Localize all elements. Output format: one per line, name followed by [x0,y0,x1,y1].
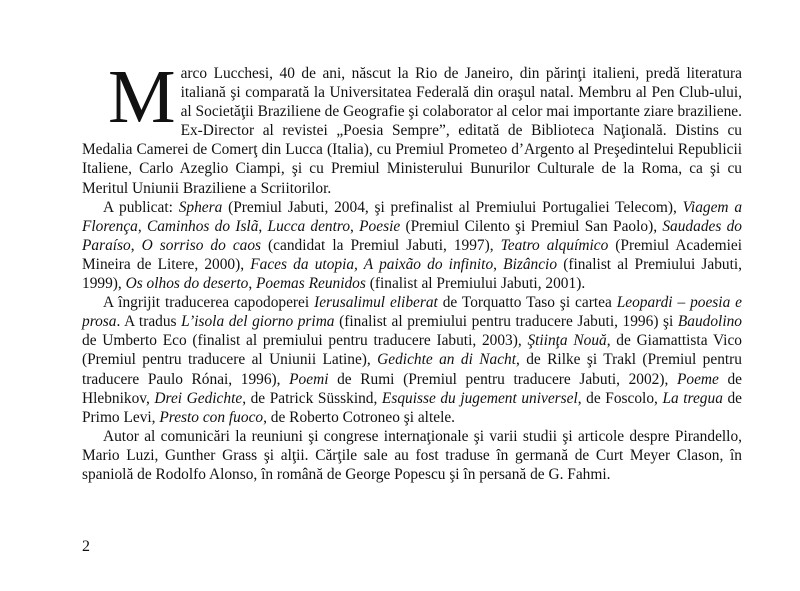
italic-title: La tregua [662,389,723,407]
italic-title: Saudades do Paraíso [82,217,742,254]
drop-cap-letter: M [108,55,176,139]
text-run: , de Roberto Cotroneo şi altele. [263,408,456,426]
text-run: , [350,217,360,235]
text-run: . A tradus [116,313,182,331]
italic-title: Sphera [178,198,223,216]
italic-title: Gedichte an di Nacht [377,351,516,369]
italic-title: Os olhos do deserto [125,275,249,293]
italic-title: Ştiinţa Nouă [527,332,607,350]
paragraph [82,427,742,484]
text-run: , [258,217,268,235]
page-number: 2 [82,538,90,555]
text-run: (candidat la Premiul Jabuti, 1997), [261,236,501,254]
text-run: , [130,236,142,254]
text-run: , [137,217,147,235]
italic-title: O sorriso do caos [141,236,262,254]
text-run: de Primo Levi, [82,389,743,426]
text-run: (finalist al Premiului Jabuti, 1999), [82,255,742,293]
paragraph [82,198,742,293]
italic-title: L’isola del giorno prima [181,313,335,331]
italic-title: Presto con fuoco [159,408,264,426]
paragraph [82,55,742,198]
italic-title: Esquisse du jugement universel [381,389,578,407]
paragraph [82,293,742,427]
text-run: arco Lucchesi, 40 de ani, născut la Rio de Janeiro, din părinţi italieni, predă literatura italiană şi comparată la Universitatea Federală din oraşul natal. Membru al Pen Club-ului, al Societăţii Braziliene de Geografie şi colaborator al celor mai importante ziare braziliene. Ex-Director al revistei „Poesia Sempre”, editată de Biblioteca Naţională. Distins cu Medalia Camerei de Comerţ din Lucca (Italia), cu Premiul Prometeo d’Argento al Preşedintelui Republicii Italiene, Carlo Azeglio Ciampi, şi cu Premiul Ministerului Bunurilor Culturale de la Roma, ca şi cu Meritul Uniunii Braziliene a Scriitorilor. [82,65,742,197]
italic-title: Ierusalimul eliberat [314,294,438,312]
text-run: (Premiul Cilento şi Premiul San Paolo), [400,217,663,235]
text-run: , [248,275,257,293]
text-run: Autor al comunicări la reuniuni şi congrese internaţionale şi varii studii şi articole despre Pirandello, Mario Luzi, Gunther Grass şi alţii. Cărţile sale au fost traduse în germană de Curt Meyer Clason, în spaniolă de Rodolfo Alonso, în română de George Popescu şi în persană de G. Fahmi. [82,427,742,483]
text-run: (finalist al Premiului Jabuti, 2001). [365,275,586,293]
text-run: , de Patrick Süsskind, [242,389,382,407]
text-run: A publicat: [103,198,179,216]
italic-title: Caminhos do Islã [146,217,259,235]
italic-title: Faces da utopia, A paixão do infinito [250,255,494,273]
text-run: , de Foscolo, [577,389,663,407]
italic-title: Poemas Reunidos [256,275,366,293]
italic-title: Baudolino [677,313,742,331]
italic-title: Lucca dentro [267,217,351,235]
text-run: , de Rilke şi Trakl (Premiul pentru traducere Paulo Rónai, 1996), [82,351,742,388]
text-run: de Rumi (Premiul pentru traducere Jabuti, 2002), [328,370,677,388]
text-run: A îngrijit traducerea capodoperei [103,294,315,312]
text-run: de Hlebnikov, [82,370,742,407]
text-run: (Premiul Academiei Mineira de Litere, 2000), [82,236,742,273]
italic-title: Viagem a Florença [82,198,743,235]
text-run: (Premiul Jabuti, 2004, şi prefinalist al Premiului Portugaliei Telecom), [222,198,683,216]
italic-title: Poemi [289,370,329,388]
italic-title: Teatro alquímico [500,236,609,254]
italic-title: Drei Gedichte [154,389,243,407]
italic-title: Poesie [359,217,401,235]
text-run: , de Giamattista Vico (Premiul pentru traducere al Uniunii Latine), [82,332,742,369]
italic-title: Bizâncio [503,255,558,273]
italic-title: Leopardi – poesia e prosa [82,294,743,331]
text-run: , [493,255,504,273]
text-run: (finalist al premiului pentru traducere Jabuti, 1996) şi [334,313,678,331]
body-text [82,55,743,484]
text-run: de Umberto Eco (finalist al premiului pentru traducere Iabuti, 2003), [82,332,528,350]
italic-title: Poeme [676,370,719,388]
text-run: de Torquatto Taso şi cartea [437,294,617,312]
